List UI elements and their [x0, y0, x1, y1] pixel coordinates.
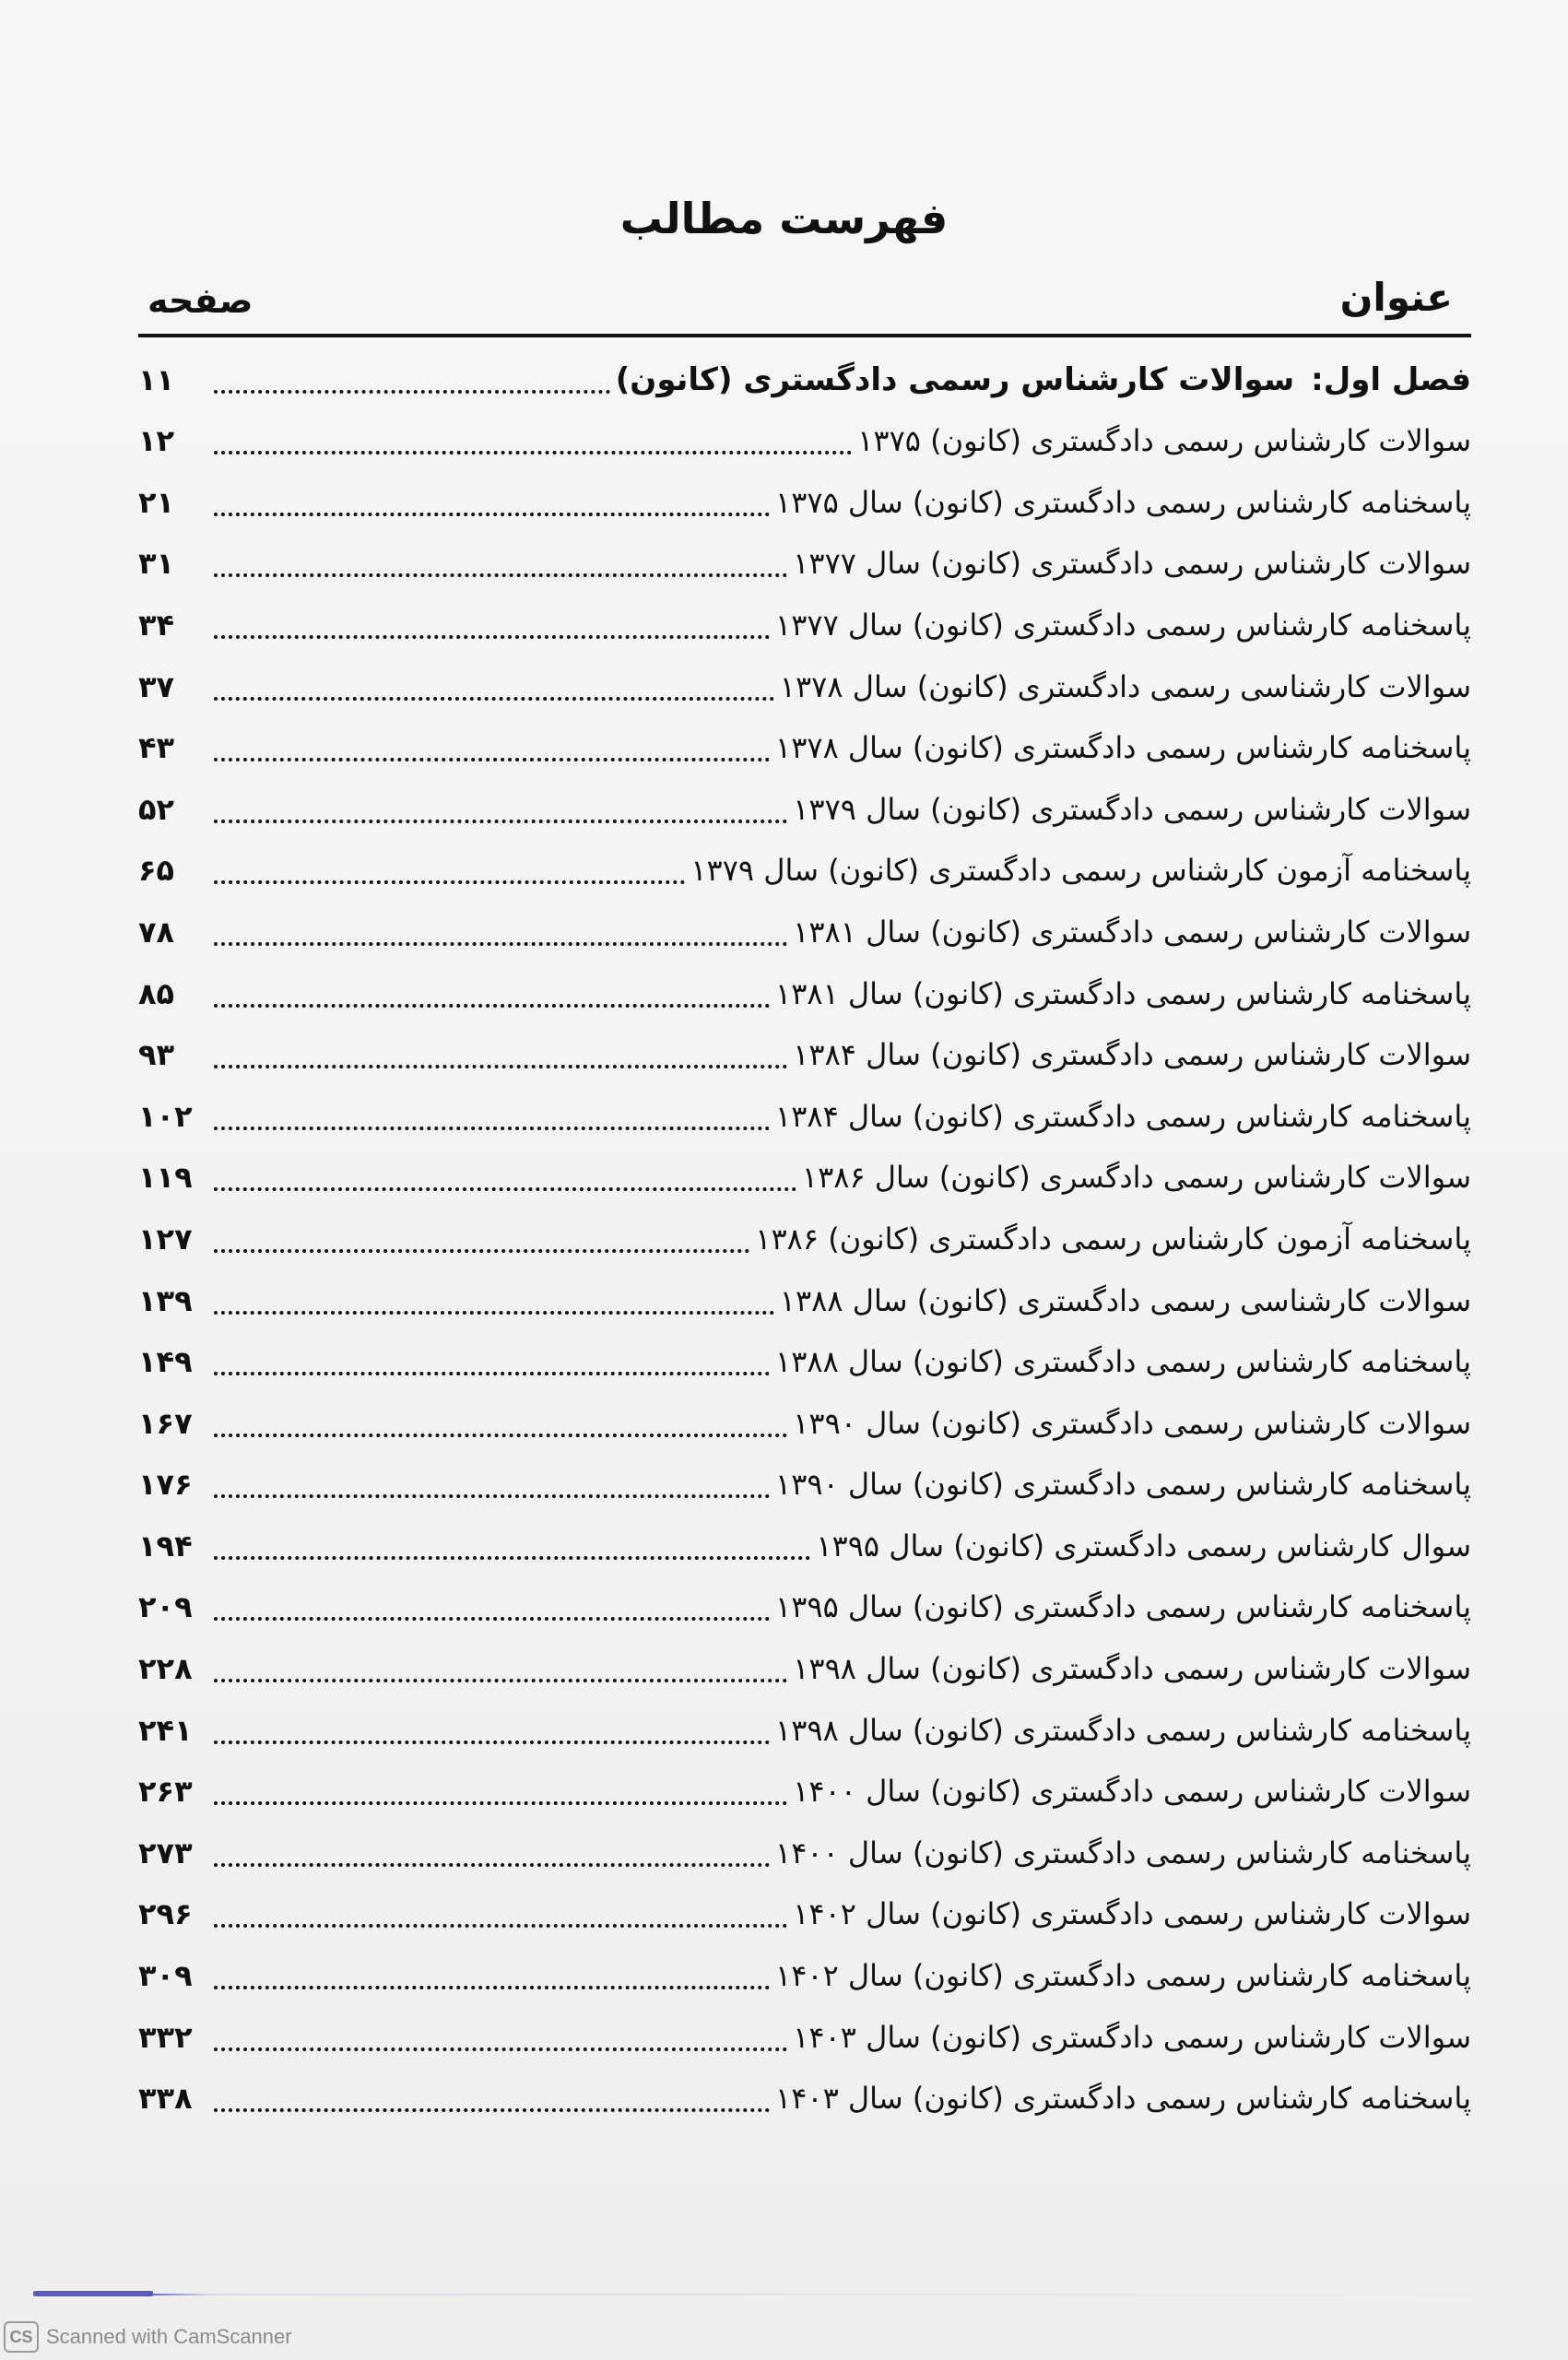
- toc-entry-page-number: ۱۴۹: [138, 1344, 193, 1380]
- toc-entry-title: پاسخنامه کارشناس رسمی دادگستری (کانون) سال ۱۳۷۸: [775, 730, 1471, 766]
- toc-entry-row: [138, 594, 1471, 655]
- dot-leader: [214, 1434, 787, 1437]
- toc-entry-row: [138, 1024, 1471, 1086]
- chapter-page-number: ۱۱: [138, 361, 175, 397]
- toc-entry-title: پاسخنامه آزمون کارشناس رسمی دادگستری (کانون) ۱۳۸۶: [755, 1221, 1471, 1257]
- toc-entry-page-number: ۲۲۸: [138, 1651, 193, 1687]
- toc-entry-page-number: ۳۳۸: [138, 2081, 193, 2117]
- toc-entry-page-number: ۲۰۹: [138, 1589, 193, 1625]
- dot-leader: [214, 451, 852, 454]
- toc-entry-row: [138, 1147, 1471, 1209]
- toc-entry-row: [138, 1944, 1471, 2006]
- toc-entry-page-number: ۱۲۷: [138, 1221, 193, 1257]
- toc-entry-page-number: ۳۱: [138, 546, 175, 582]
- toc-entry-row: [138, 1637, 1471, 1699]
- toc-entry-row: [138, 1392, 1471, 1454]
- toc-entry-row: [138, 778, 1471, 840]
- dot-leader: [214, 2047, 787, 2051]
- toc-entry-row: [138, 840, 1471, 902]
- dot-leader: [214, 1004, 770, 1008]
- toc-entry-row: [138, 410, 1471, 472]
- dot-leader: [214, 880, 685, 884]
- toc-entry-row: [138, 1269, 1471, 1331]
- toc-entry-title: پاسخنامه کارشناس رسمی دادگستری (کانون) سال ۱۳۸۴: [775, 1098, 1471, 1134]
- toc-entry-row: [138, 717, 1471, 779]
- dot-leader: [214, 1311, 774, 1315]
- toc-chapter-row: [138, 348, 1471, 410]
- toc-entry-title: سوال کارشناس رسمی دادگستری (کانون) سال ۱۳۹۵: [816, 1528, 1471, 1564]
- toc-entry-list: [138, 410, 1471, 2130]
- toc-entry-page-number: ۱۲: [138, 423, 175, 459]
- dot-leader: [214, 1127, 770, 1130]
- toc-entry-row: [138, 1822, 1471, 1883]
- toc-entry-page-number: ۳۰۹: [138, 1958, 193, 1994]
- toc-entry-row: [138, 1454, 1471, 1516]
- toc-entry-title: سوالات کارشناس رسمی دادگستری (کانون) سال ۱۳۹۰: [793, 1405, 1471, 1441]
- toc-entry-row: [138, 655, 1471, 717]
- toc-entry-title: سوالات کارشناس رسمی دادگستری (کانون) ۱۳۷۵: [857, 423, 1471, 459]
- toc-entry-page-number: ۲۱: [138, 484, 175, 520]
- dot-leader: [214, 513, 770, 516]
- column-title-heading: عنوان: [1339, 275, 1453, 320]
- camscanner-logo-icon: CS: [4, 2321, 39, 2353]
- dot-leader: [214, 1187, 796, 1191]
- toc-entry-page-number: ۲۴۱: [138, 1712, 193, 1748]
- toc-entry-row: [138, 1085, 1471, 1147]
- chapter-label: فصل اول:: [1311, 360, 1471, 398]
- toc-entry-title: سوالات کارشناس رسمی دادگستری (کانون) سال ۱۴۰۳: [793, 2019, 1471, 2055]
- toc-entry-page-number: ۱۰۲: [138, 1098, 193, 1134]
- dot-leader: [214, 1494, 770, 1498]
- toc-entry-page-number: ۱۳۹: [138, 1282, 193, 1318]
- toc-entry-row: [138, 1208, 1471, 1269]
- toc-entry-title: سوالات کارشناس رسمی دادگستری (کانون) سال ۱۳۸۱: [793, 914, 1471, 950]
- toc-entry-title: سوالات کارشناس رسمی دادگستری (کانون) سال ۱۴۰۰: [793, 1774, 1471, 1810]
- toc-entry-row: [138, 901, 1471, 962]
- toc-entry-title: سوالات کارشناسی رسمی دادگستری (کانون) سال ۱۳۷۸: [779, 668, 1471, 704]
- toc-entry-page-number: ۳۳۲: [138, 2019, 193, 2055]
- toc-entry-page-number: ۲۶۳: [138, 1774, 193, 1810]
- toc-entry-title: پاسخنامه کارشناس رسمی دادگستری (کانون) سال ۱۳۷۵: [775, 484, 1471, 520]
- toc-entry-row: [138, 1761, 1471, 1823]
- dot-leader: [214, 635, 770, 639]
- dot-leader: [214, 1679, 787, 1682]
- dot-leader: [214, 942, 787, 946]
- column-page-heading: صفحه: [147, 280, 253, 321]
- camscanner-watermark: [4, 2321, 292, 2353]
- toc-entry-row: [138, 471, 1471, 533]
- dot-leader: [214, 1986, 770, 1989]
- toc-entry-page-number: ۱۶۷: [138, 1405, 193, 1441]
- dot-leader: [214, 1801, 787, 1805]
- chapter-title: سوالات کارشناس رسمی دادگستری (کانون): [615, 360, 1295, 398]
- toc-entry-title: سوالات کارشناس رسمی دادگستری (کانون) سال ۱۳۷۹: [793, 791, 1471, 827]
- toc-entry-title: سوالات کارشناس رسمی دادگستری (کانون) سال ۱۳۹۸: [793, 1651, 1471, 1687]
- toc-entry-title: پاسخنامه کارشناس رسمی دادگستری (کانون) سال ۱۴۰۰: [775, 1835, 1471, 1870]
- dot-leader: [214, 1249, 749, 1253]
- toc-entry-row: [138, 2006, 1471, 2068]
- toc-entry-title: پاسخنامه کارشناس رسمی دادگستری (کانون) سال ۱۳۸۱: [775, 975, 1471, 1011]
- toc-entry-page-number: ۳۴: [138, 607, 175, 643]
- table-of-contents: [138, 348, 1471, 2129]
- toc-entry-title: سوالات کارشناس رسمی دادگسری (کانون) سال ۱۳۸۶: [801, 1160, 1471, 1196]
- toc-entry-row: [138, 2068, 1471, 2130]
- toc-entry-page-number: ۶۵: [138, 853, 175, 889]
- toc-entry-page-number: ۹۳: [138, 1037, 175, 1073]
- toc-entry-page-number: ۴۳: [138, 730, 175, 766]
- toc-entry-page-number: ۷۸: [138, 914, 175, 950]
- dot-leader: [214, 1372, 770, 1375]
- scan-edge-accent: [33, 2291, 153, 2296]
- toc-entry-title: سوالات کارشناس رسمی دادگستری (کانون) سال ۱۳۷۷: [793, 546, 1471, 582]
- scan-edge-line: [33, 2294, 1513, 2295]
- toc-entry-row: [138, 1331, 1471, 1393]
- toc-entry-page-number: ۲۷۳: [138, 1835, 193, 1870]
- toc-entry-row: [138, 962, 1471, 1024]
- toc-entry-row: [138, 1515, 1471, 1576]
- toc-entry-title: سوالات کارشناسی رسمی دادگستری (کانون) سال ۱۳۸۸: [779, 1282, 1471, 1318]
- dot-leader: [214, 820, 787, 823]
- toc-entry-title: پاسخنامه کارشناس رسمی دادگستری (کانون) سال ۱۳۹۸: [775, 1712, 1471, 1748]
- dot-leader: [214, 573, 787, 577]
- toc-entry-title: پاسخنامه کارشناس رسمی دادگستری (کانون) سال ۱۴۰۳: [775, 2081, 1471, 2117]
- dot-leader: [214, 1863, 770, 1867]
- toc-entry-title: سوالات کارشناس رسمی دادگستری (کانون) سال ۱۳۸۴: [793, 1037, 1471, 1073]
- dot-leader: [214, 758, 770, 761]
- dot-leader: [214, 1617, 770, 1621]
- dot-leader: [214, 1740, 770, 1744]
- toc-entry-title: پاسخنامه کارشناس رسمی دادگستری (کانون) سال ۱۳۸۸: [775, 1344, 1471, 1380]
- toc-entry-title: پاسخنامه کارشناس رسمی دادگستری (کانون) سال ۱۳۹۵: [775, 1589, 1471, 1625]
- toc-entry-row: [138, 533, 1471, 595]
- dot-leader: [214, 2108, 770, 2112]
- toc-entry-row: [138, 1576, 1471, 1638]
- toc-entry-page-number: ۱۷۶: [138, 1467, 193, 1503]
- dot-leader: [214, 1924, 787, 1928]
- toc-entry-page-number: ۲۹۶: [138, 1896, 193, 1932]
- toc-entry-title: پاسخنامه آزمون کارشناس رسمی دادگستری (کانون) سال ۱۳۷۹: [690, 853, 1471, 889]
- watermark-text: Scanned with CamScanner: [46, 2325, 292, 2348]
- toc-entry-title: پاسخنامه کارشناس رسمی دادگستری (کانون) سال ۱۳۷۷: [775, 607, 1471, 643]
- toc-entry-page-number: ۳۷: [138, 668, 175, 704]
- toc-entry-row: [138, 1883, 1471, 1945]
- toc-entry-title: سوالات کارشناس رسمی دادگستری (کانون) سال ۱۴۰۲: [793, 1896, 1471, 1932]
- dot-leader: [214, 697, 774, 701]
- dot-leader: [214, 390, 610, 394]
- toc-entry-page-number: ۵۲: [138, 791, 175, 827]
- toc-entry-title: پاسخنامه کارشناس رسمی دادگستری (کانون) سال ۱۳۹۰: [775, 1467, 1471, 1503]
- toc-entry-page-number: ۱۱۹: [138, 1160, 193, 1196]
- toc-header: [147, 275, 1453, 332]
- toc-entry-page-number: ۸۵: [138, 975, 175, 1011]
- toc-entry-row: [138, 1699, 1471, 1761]
- toc-entry-page-number: ۱۹۴: [138, 1528, 193, 1564]
- dot-leader: [214, 1556, 810, 1560]
- header-divider: [138, 334, 1471, 337]
- page-title: فهرست مطالب: [619, 194, 949, 243]
- toc-entry-title: پاسخنامه کارشناس رسمی دادگستری (کانون) سال ۱۴۰۲: [775, 1958, 1471, 1994]
- dot-leader: [214, 1065, 787, 1068]
